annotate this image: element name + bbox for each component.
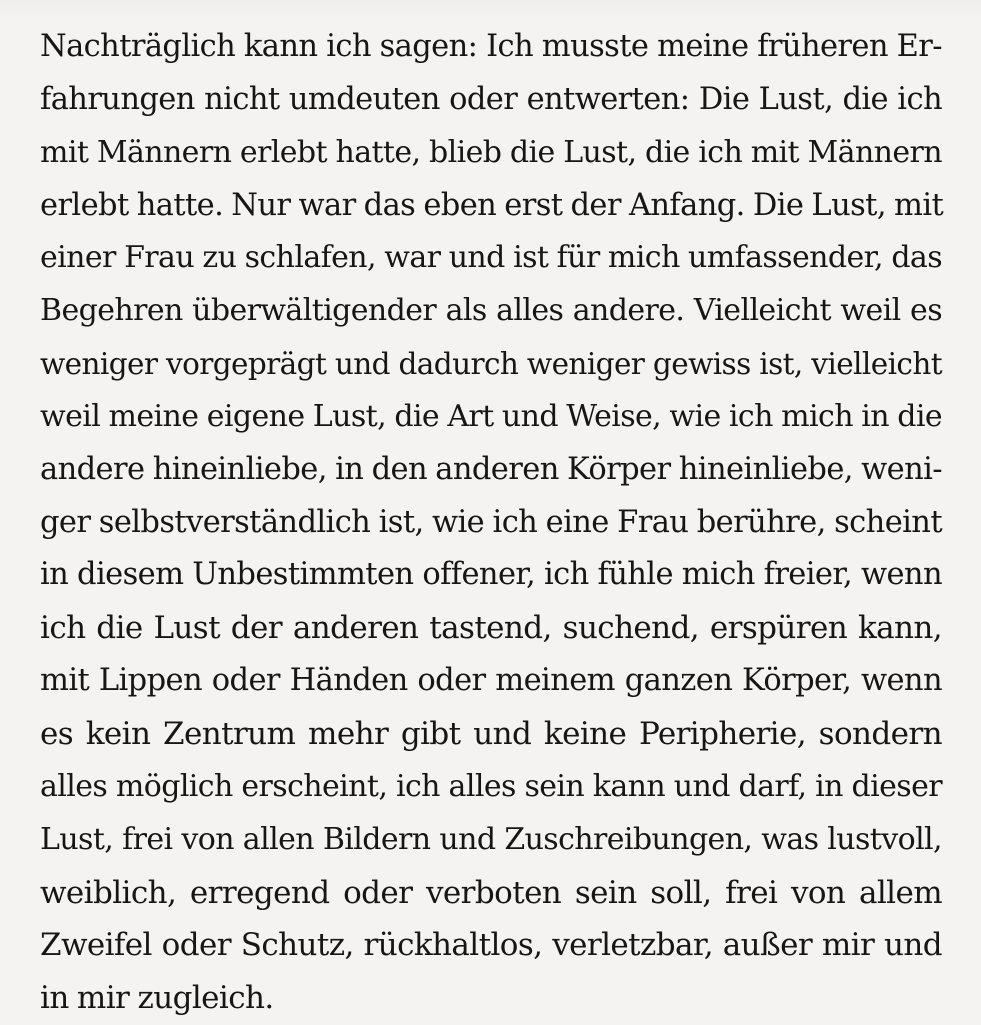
text-line: weil meine eigene Lust, die Art und Weise, wie ich mich in die xyxy=(40,398,942,434)
text-line: es kein Zentrum mehr gibt und keine Peripherie, sondern xyxy=(40,715,942,752)
text-line: weiblich, erregend oder verboten sein soll, frei von allem xyxy=(40,874,942,911)
text-line: andere hineinliebe, in den anderen Körper hineinliebe, weni- xyxy=(40,451,942,487)
text-line: weniger vorgeprägt und dadurch weniger gewiss ist, vielleicht xyxy=(40,347,942,382)
text-line-last: in mir zugleich. xyxy=(40,980,274,1017)
text-line: in diesem Unbestimmten offener, ich fühle mich freier, wenn xyxy=(40,557,942,593)
text-line: ger selbstverständlich ist, wie ich eine Frau berühre, scheint xyxy=(40,504,942,540)
text-line: Zweifel oder Schutz, rückhaltlos, verletzbar, außer mir und xyxy=(40,927,942,964)
text-line: Lust, frei von allen Bildern und Zuschreibungen, was lustvoll, xyxy=(40,821,942,857)
text-line: Begehren überwältigender als alles andere. Vielleicht weil es xyxy=(40,293,942,329)
text-line: einer Frau zu schlafen, war und ist für mich umfassender, das xyxy=(40,240,942,276)
text-line: alles möglich erscheint, ich alles sein kann und darf, in dieser xyxy=(40,768,942,804)
text-line: Nachträglich kann ich sagen: Ich musste meine früheren Er- xyxy=(40,29,942,64)
body-paragraph xyxy=(40,21,951,1025)
text-line: mit Lippen oder Händen oder meinem ganzen Körper, wenn xyxy=(40,663,942,699)
text-line: mit Männern erlebt hatte, blieb die Lust, die ich mit Männern xyxy=(40,134,942,170)
text-line: ich die Lust der anderen tastend, suchend, erspüren kann, xyxy=(40,610,942,647)
text-line: erlebt hatte. Nur war das eben erst der Anfang. Die Lust, mit xyxy=(40,187,944,223)
text-line: fahrungen nicht umdeuten oder entwerten: Die Lust, die ich xyxy=(40,81,942,117)
